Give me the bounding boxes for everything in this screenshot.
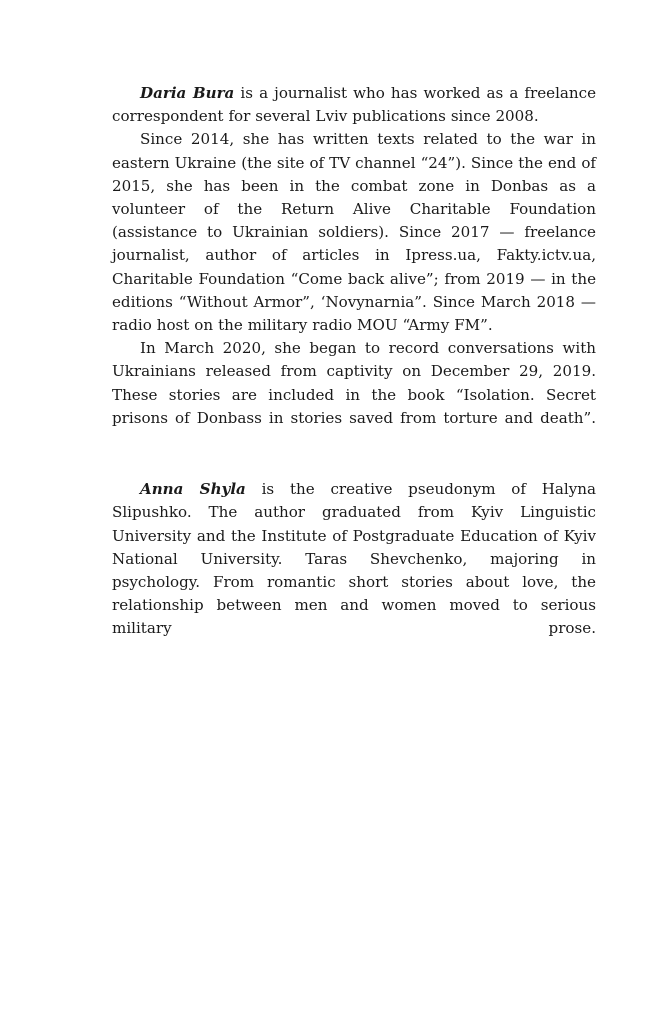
- paragraph-text: Since 2014, she has written texts related to the war in eastern Ukraine (the site of TV channel “24”). Since the end of 2015, she has been in the combat zone in Donbas as a volunteer of the Return Alive Charitable Foundation (assistance to Ukrainian soldiers). Since 2017 — freelance journalist, author of articles in Ipress.ua, Fakty.ictv.ua, Charitable Foundation “Come back alive”; from 2019 — in the editions “Without Armor”, ‘Novynarnia”. Since March 2018 — radio host on the military radio MOU “Army FM”.: [112, 130, 596, 335]
- author-name-daria-bura: Daria Bura: [140, 84, 235, 102]
- paragraph: [112, 478, 596, 664]
- body-text-block: [112, 82, 596, 664]
- paragraph-text: is the creative pseudonym of Halyna Slipushko. The author graduated from Kyiv Linguistic University and the Institute of Postgraduate Education of Kyiv National University. Taras Shevchenko, majoring in psychology. From romantic short stories about love, the relationship between men and women moved to serious military prose.: [112, 480, 596, 638]
- paragraph-text: is a journalist who has worked as a freelance correspondent for several Lviv publications since 2008.: [112, 84, 596, 126]
- biography-daria-bura: [112, 82, 596, 453]
- biography-anna-shyla: [112, 478, 596, 664]
- paragraph: [112, 82, 596, 128]
- author-name-anna-shyla: Anna Shyla: [140, 480, 246, 499]
- paragraph-text: In March 2020, she began to record conversations with Ukrainians released from captivity on December 29, 2019. These stories are included in the book “Isolation. Secret prisons of Donbass in stories saved from torture and death”.: [112, 339, 596, 427]
- paragraph: [112, 128, 596, 337]
- paragraph: [112, 337, 596, 453]
